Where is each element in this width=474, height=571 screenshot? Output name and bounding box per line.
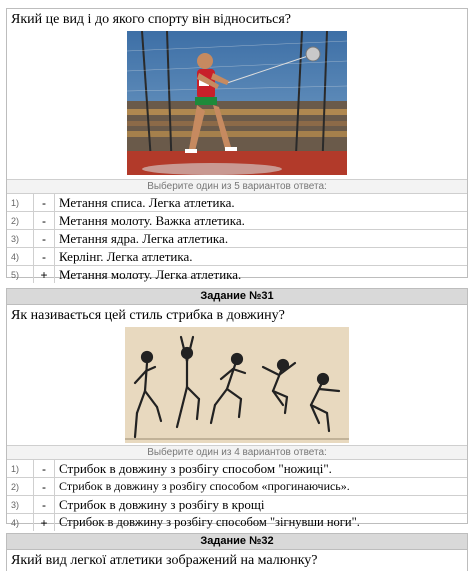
long-jump-drawing	[125, 327, 349, 443]
answer-row[interactable]	[7, 194, 467, 212]
choose-instruction: Выберите один из 4 вариантов ответа:	[7, 445, 467, 460]
task-32	[6, 533, 468, 571]
answers-table	[7, 194, 467, 283]
task-header: Задание №31	[7, 289, 467, 305]
task-30	[6, 8, 468, 282]
answer-text: Стрибок в довжину з розбігу в крощі	[55, 496, 468, 514]
answer-mark: -	[34, 194, 55, 212]
hammer-throw-photo	[127, 31, 347, 175]
answer-row[interactable]	[7, 496, 467, 514]
answers-table	[7, 460, 467, 531]
answer-mark: -	[34, 230, 55, 248]
answer-text: Метання списа. Легка атлетика.	[55, 194, 468, 212]
answer-mark: -	[34, 460, 55, 478]
answer-row[interactable]	[7, 212, 467, 230]
answer-number: 1)	[7, 194, 34, 212]
answer-row[interactable]	[7, 514, 467, 532]
question-text: Який це вид і до якого спорту він відноситься?	[11, 12, 291, 27]
answer-number: 3)	[7, 496, 34, 514]
answer-number: 1)	[7, 460, 34, 478]
task-31	[6, 288, 468, 530]
answer-text: Стрибок в довжину з розбігу способом «прогинаючись».	[55, 478, 468, 496]
answer-number: 5)	[7, 266, 34, 284]
choose-instruction: Выберите один из 5 вариантов ответа:	[7, 179, 467, 194]
answer-number: 2)	[7, 212, 34, 230]
answer-row[interactable]	[7, 460, 467, 478]
answer-mark: -	[34, 212, 55, 230]
answer-mark: -	[34, 478, 55, 496]
answer-number: 4)	[7, 514, 34, 532]
answer-mark: +	[34, 266, 55, 284]
answer-text: Стрибок в довжину з розбігу способом "зігнувши ноги".	[59, 515, 360, 529]
answer-number: 2)	[7, 478, 34, 496]
task-header: Задание №32	[7, 534, 467, 550]
answer-mark: -	[34, 248, 55, 266]
answer-text: Метання ядра. Легка атлетика.	[55, 230, 468, 248]
answer-row[interactable]	[7, 248, 467, 266]
answer-row[interactable]	[7, 230, 467, 248]
answer-text: Керлінг. Легка атлетика.	[55, 248, 468, 266]
question-text: Як називається цей стиль стрибка в довжину?	[11, 308, 285, 323]
answer-row[interactable]	[7, 478, 467, 496]
answer-number: 4)	[7, 248, 34, 266]
answer-mark: -	[34, 496, 55, 514]
answer-text: Стрибок в довжину з розбігу способом "ножиці".	[55, 460, 468, 478]
answer-number: 3)	[7, 230, 34, 248]
answer-text: Метання молоту. Легка атлетика.	[59, 266, 242, 282]
answer-text: Метання молоту. Важка атлетика.	[55, 212, 468, 230]
question-text: Який вид легкої атлетики зображений на малюнку?	[11, 553, 318, 568]
answer-row[interactable]	[7, 266, 467, 284]
answer-mark: +	[34, 514, 55, 532]
